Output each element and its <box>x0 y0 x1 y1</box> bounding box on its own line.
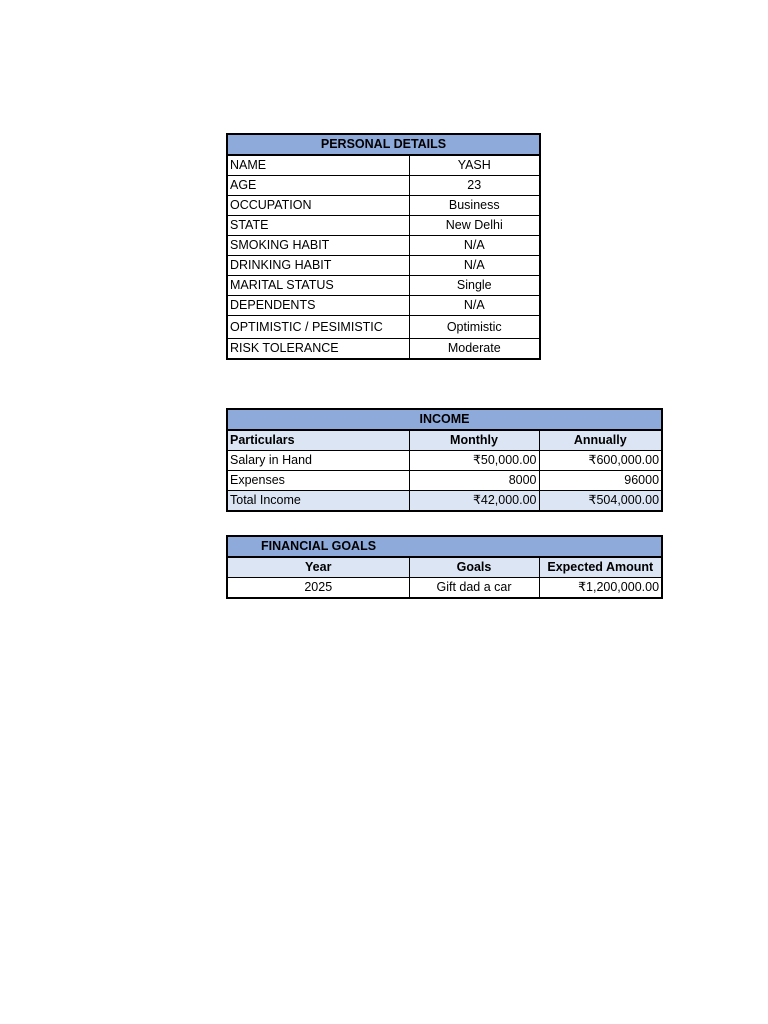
personal-value-name[interactable]: YASH <box>409 155 540 176</box>
goal-amount[interactable]: ₹1,200,000.00 <box>539 578 662 599</box>
goals-column-headers <box>227 557 662 578</box>
table-row <box>227 578 662 599</box>
personal-value-marital[interactable]: Single <box>409 276 540 296</box>
personal-value-smoking[interactable]: N/A <box>409 236 540 256</box>
income-col-particulars[interactable]: Particulars <box>227 430 409 451</box>
table-row <box>227 451 662 471</box>
income-salary-monthly[interactable]: ₹50,000.00 <box>409 451 539 471</box>
personal-details-table <box>226 133 541 360</box>
personal-label-drinking[interactable]: DRINKING HABIT <box>227 256 409 276</box>
personal-value-dependents[interactable]: N/A <box>409 296 540 316</box>
table-row <box>227 216 540 236</box>
table-row <box>227 276 540 296</box>
personal-details-title[interactable]: PERSONAL DETAILS <box>227 134 540 155</box>
personal-value-outlook[interactable]: Optimistic <box>409 316 540 339</box>
personal-value-state[interactable]: New Delhi <box>409 216 540 236</box>
income-salary-label[interactable]: Salary in Hand <box>227 451 409 471</box>
financial-goals-title[interactable]: FINANCIAL GOALS <box>227 536 662 557</box>
table-row <box>227 155 540 176</box>
table-row <box>227 196 540 216</box>
income-title[interactable]: INCOME <box>227 409 662 430</box>
table-row <box>227 339 540 360</box>
personal-value-drinking[interactable]: N/A <box>409 256 540 276</box>
table-row <box>227 316 540 339</box>
income-total-label[interactable]: Total Income <box>227 491 409 512</box>
personal-label-state[interactable]: STATE <box>227 216 409 236</box>
income-header-row <box>227 409 662 430</box>
table-row <box>227 176 540 196</box>
goals-header-row <box>227 536 662 557</box>
table-row <box>227 491 662 512</box>
income-expenses-annually[interactable]: 96000 <box>539 471 662 491</box>
income-col-annually[interactable]: Annually <box>539 430 662 451</box>
financial-goals-table <box>226 535 663 599</box>
personal-label-risk[interactable]: RISK TOLERANCE <box>227 339 409 360</box>
table-row <box>227 236 540 256</box>
goal-description[interactable]: Gift dad a car <box>409 578 539 599</box>
table-row <box>227 296 540 316</box>
income-expenses-monthly[interactable]: 8000 <box>409 471 539 491</box>
personal-label-age[interactable]: AGE <box>227 176 409 196</box>
personal-value-risk[interactable]: Moderate <box>409 339 540 360</box>
goals-col-amount[interactable]: Expected Amount <box>539 557 662 578</box>
income-expenses-label[interactable]: Expenses <box>227 471 409 491</box>
personal-label-smoking[interactable]: SMOKING HABIT <box>227 236 409 256</box>
income-table <box>226 408 663 512</box>
goals-col-year[interactable]: Year <box>227 557 409 578</box>
income-total-monthly[interactable]: ₹42,000.00 <box>409 491 539 512</box>
personal-label-occupation[interactable]: OCCUPATION <box>227 196 409 216</box>
goal-year[interactable]: 2025 <box>227 578 409 599</box>
personal-label-outlook[interactable]: OPTIMISTIC / PESIMISTIC <box>227 316 409 339</box>
table-row <box>227 471 662 491</box>
income-col-monthly[interactable]: Monthly <box>409 430 539 451</box>
goals-col-goals[interactable]: Goals <box>409 557 539 578</box>
income-column-headers <box>227 430 662 451</box>
personal-label-marital[interactable]: MARITAL STATUS <box>227 276 409 296</box>
personal-value-age[interactable]: 23 <box>409 176 540 196</box>
income-total-annually[interactable]: ₹504,000.00 <box>539 491 662 512</box>
table-row <box>227 256 540 276</box>
personal-label-dependents[interactable]: DEPENDENTS <box>227 296 409 316</box>
personal-value-occupation[interactable]: Business <box>409 196 540 216</box>
personal-label-name[interactable]: NAME <box>227 155 409 176</box>
income-salary-annually[interactable]: ₹600,000.00 <box>539 451 662 471</box>
personal-details-header-row <box>227 134 540 155</box>
